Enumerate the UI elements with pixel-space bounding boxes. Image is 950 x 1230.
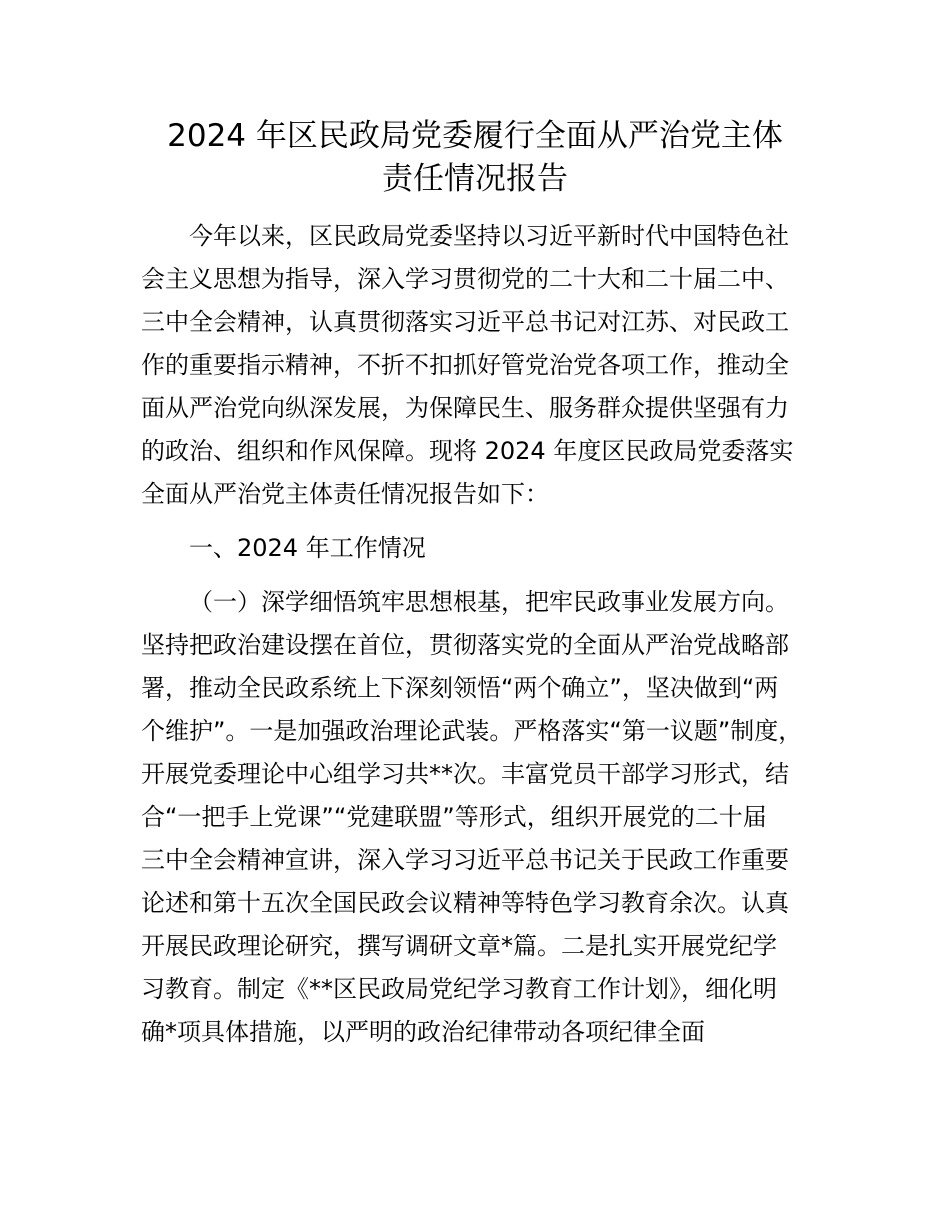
paragraph-3-line-4: 个维护”。一是加强政治理论武装。严格落实“第一议题”制度， <box>141 717 803 745</box>
paragraph-1-line-5: 面从严治党向纵深发展，为保障民生、服务群众提供坚强有力 <box>141 394 789 422</box>
paragraph-3-line-7: 三中全会精神宣讲，深入学习习近平总书记关于民政工作重要 <box>141 846 789 874</box>
paragraph-1-line-4: 作的重要指示精神，不折不扣抓好管党治党各项工作，推动全 <box>141 351 789 379</box>
paragraph-3-line-1: （一）深学细悟筑牢思想根基，把牢民政事业发展方向。 <box>189 588 789 616</box>
paragraph-3-line-11: 确*项具体措施，以严明的政治纪律带动各项纪律全面 <box>141 1018 705 1046</box>
document-title-line-2: 责任情况报告 <box>382 161 568 197</box>
paragraph-3-line-9: 开展民政理论研究，撰写调研文章*篇。二是扎实开展党纪学 <box>141 932 777 960</box>
section-heading: 一、2024 年工作情况 <box>189 534 426 562</box>
paragraph-3-line-8: 论述和第十五次全国民政会议精神等特色学习教育余次。认真 <box>141 889 789 917</box>
paragraph-3-line-6: 合“一把手上党课”“党建联盟”等形式，组织开展党的二十届 <box>141 803 767 831</box>
paragraph-1-line-2: 会主义思想为指导，深入学习贯彻党的二十大和二十届二中、 <box>141 265 789 293</box>
paragraph-3-line-2: 坚持把政治建设摆在首位，贯彻落实党的全面从严治党战略部 <box>141 631 789 659</box>
paragraph-1-line-6: 的政治、组织和作风保障。现将 2024 年度区民政局党委落实 <box>141 437 794 465</box>
paragraph-1-line-7: 全面从严治党主体责任情况报告如下： <box>141 480 549 508</box>
paragraph-3-line-5: 开展党委理论中心组学习共**次。丰富党员干部学习形式，结 <box>141 760 789 788</box>
paragraph-1-line-3: 三中全会精神，认真贯彻落实习近平总书记对江苏、对民政工 <box>141 308 789 336</box>
paragraph-3-line-10: 习教育。制定《**区民政局党纪学习教育工作计划》，细化明 <box>141 975 777 1003</box>
document-title-line-1: 2024 年区民政局党委履行全面从严治党主体 <box>167 118 783 154</box>
paragraph-3-line-3: 署，推动全民政系统上下深刻领悟“两个确立”，坚决做到“两 <box>141 674 779 702</box>
paragraph-1-line-1: 今年以来，区民政局党委坚持以习近平新时代中国特色社 <box>189 222 789 250</box>
